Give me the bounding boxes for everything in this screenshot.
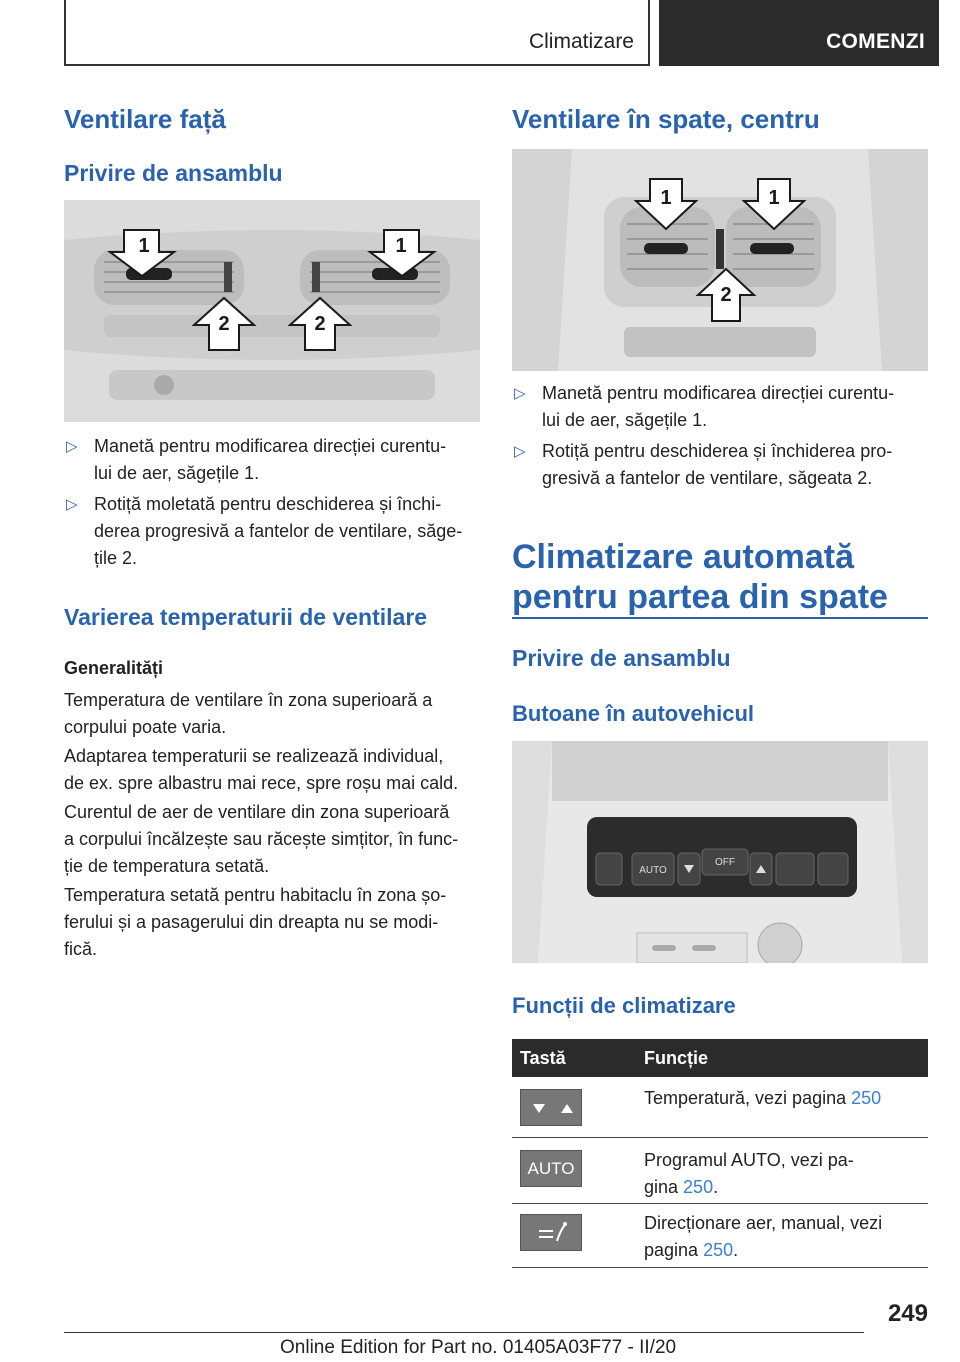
section-tab[interactable] — [659, 0, 939, 66]
col-header-function: Funcție — [644, 1048, 709, 1068]
bullet-triangle-icon: ▷ — [514, 443, 526, 460]
bullet-item: ▷ Rotiță moletată pentru deschiderea și închi‐ derea progresivă a fantelor de ventilare, săge‐ țile 2. — [64, 491, 480, 572]
chapter-heading: Climatizare automată pentru partea din spate — [512, 538, 888, 616]
section-tab-label: COMENZI — [826, 30, 925, 53]
airflow-manual-icon — [520, 1214, 582, 1251]
subheading-overview: Privire de ansamblu — [64, 160, 283, 186]
callout-1-right: 1 — [395, 235, 407, 257]
table-row — [512, 1204, 928, 1268]
callout-1-left: 1 — [138, 235, 150, 257]
subheading-buttons: Butoane în autovehicul — [512, 701, 755, 726]
section-heading-rear-vent: Ventilare în spate, centru — [512, 104, 820, 134]
table-row — [512, 1077, 928, 1138]
paragraph: Temperatura setată pentru habitaclu în zona șo‐ ferului și a pasagerului din dreapta nu se modi‐ fică. — [64, 885, 447, 959]
paragraph: Adaptarea temperaturii se realizează individual, de ex. spre albastru mai rece, spre roșu mai cald. — [64, 746, 459, 793]
paragraph: Temperatura de ventilare în zona superioară a corpului poate varia. — [64, 690, 433, 737]
callout-2-right: 2 — [314, 313, 326, 335]
col-header-key: Tastă — [520, 1048, 566, 1068]
row-function-text: Temperatură, vezi pagina 250 — [644, 1088, 882, 1108]
footer-divider — [64, 1332, 864, 1333]
front-vents-photo — [64, 200, 480, 422]
row-function-text: Direcționare aer, manual, vezi pagina 250. — [644, 1213, 883, 1260]
row-function-text: Programul AUTO, vezi pa‐ gina 250. — [644, 1150, 854, 1197]
edition-footer: Online Edition for Part no. 01405A03F77 - II/20 — [280, 1337, 677, 1358]
subheading-climate-functions: Funcții de climatizare — [512, 993, 736, 1018]
temp-arrows-icon — [520, 1089, 582, 1126]
rear-vents-photo — [512, 149, 928, 371]
auto-icon: AUTO — [520, 1150, 582, 1187]
heading-underline — [512, 617, 928, 619]
bullet-item: ▷ Rotiță pentru deschiderea și închiderea pro‐ gresivă a fantelor de ventilare, săgeata 2. — [512, 438, 928, 492]
general-label: Generalități — [64, 658, 164, 678]
function-table — [512, 1039, 928, 1268]
header-frame — [64, 0, 650, 66]
bullet-triangle-icon: ▷ — [66, 438, 78, 455]
bullet-triangle-icon: ▷ — [514, 385, 526, 402]
bullet-item: ▷ Manetă pentru modificarea direcției curentu‐ lui de aer, săgețile 1. — [512, 380, 928, 434]
bullet-triangle-icon: ▷ — [66, 496, 78, 513]
callout-1-left: 1 — [660, 187, 672, 209]
subheading-vent-temperature: Varierea temperaturii de ventilare — [64, 604, 428, 630]
subheading-overview: Privire de ansamblu — [512, 645, 731, 671]
callout-1-right: 1 — [768, 187, 780, 209]
panel-off-label: OFF — [715, 857, 735, 868]
callout-2-left: 2 — [218, 313, 230, 335]
page-link[interactable]: 250 — [851, 1088, 882, 1108]
page-link[interactable]: 250 — [683, 1177, 714, 1197]
rear-panel-photo — [512, 741, 928, 963]
page-link[interactable]: 250 — [703, 1240, 734, 1260]
table-row — [512, 1138, 928, 1204]
panel-auto-label: AUTO — [639, 865, 667, 876]
bullet-item: ▷ Manetă pentru modificarea direcției curentu‐ lui de aer, săgețile 1. — [64, 433, 480, 487]
chapter-title: Climatizare — [528, 30, 634, 53]
section-heading-front-vent: Ventilare față — [64, 104, 226, 134]
callout-2-center: 2 — [720, 284, 732, 306]
paragraph: Curentul de aer de ventilare din zona superioară a corpului încălzește sau răcește simțitor, în func‐ ție de temperatura setată. — [64, 802, 459, 876]
page-number: 249 — [887, 1300, 928, 1327]
table-header — [512, 1039, 928, 1077]
